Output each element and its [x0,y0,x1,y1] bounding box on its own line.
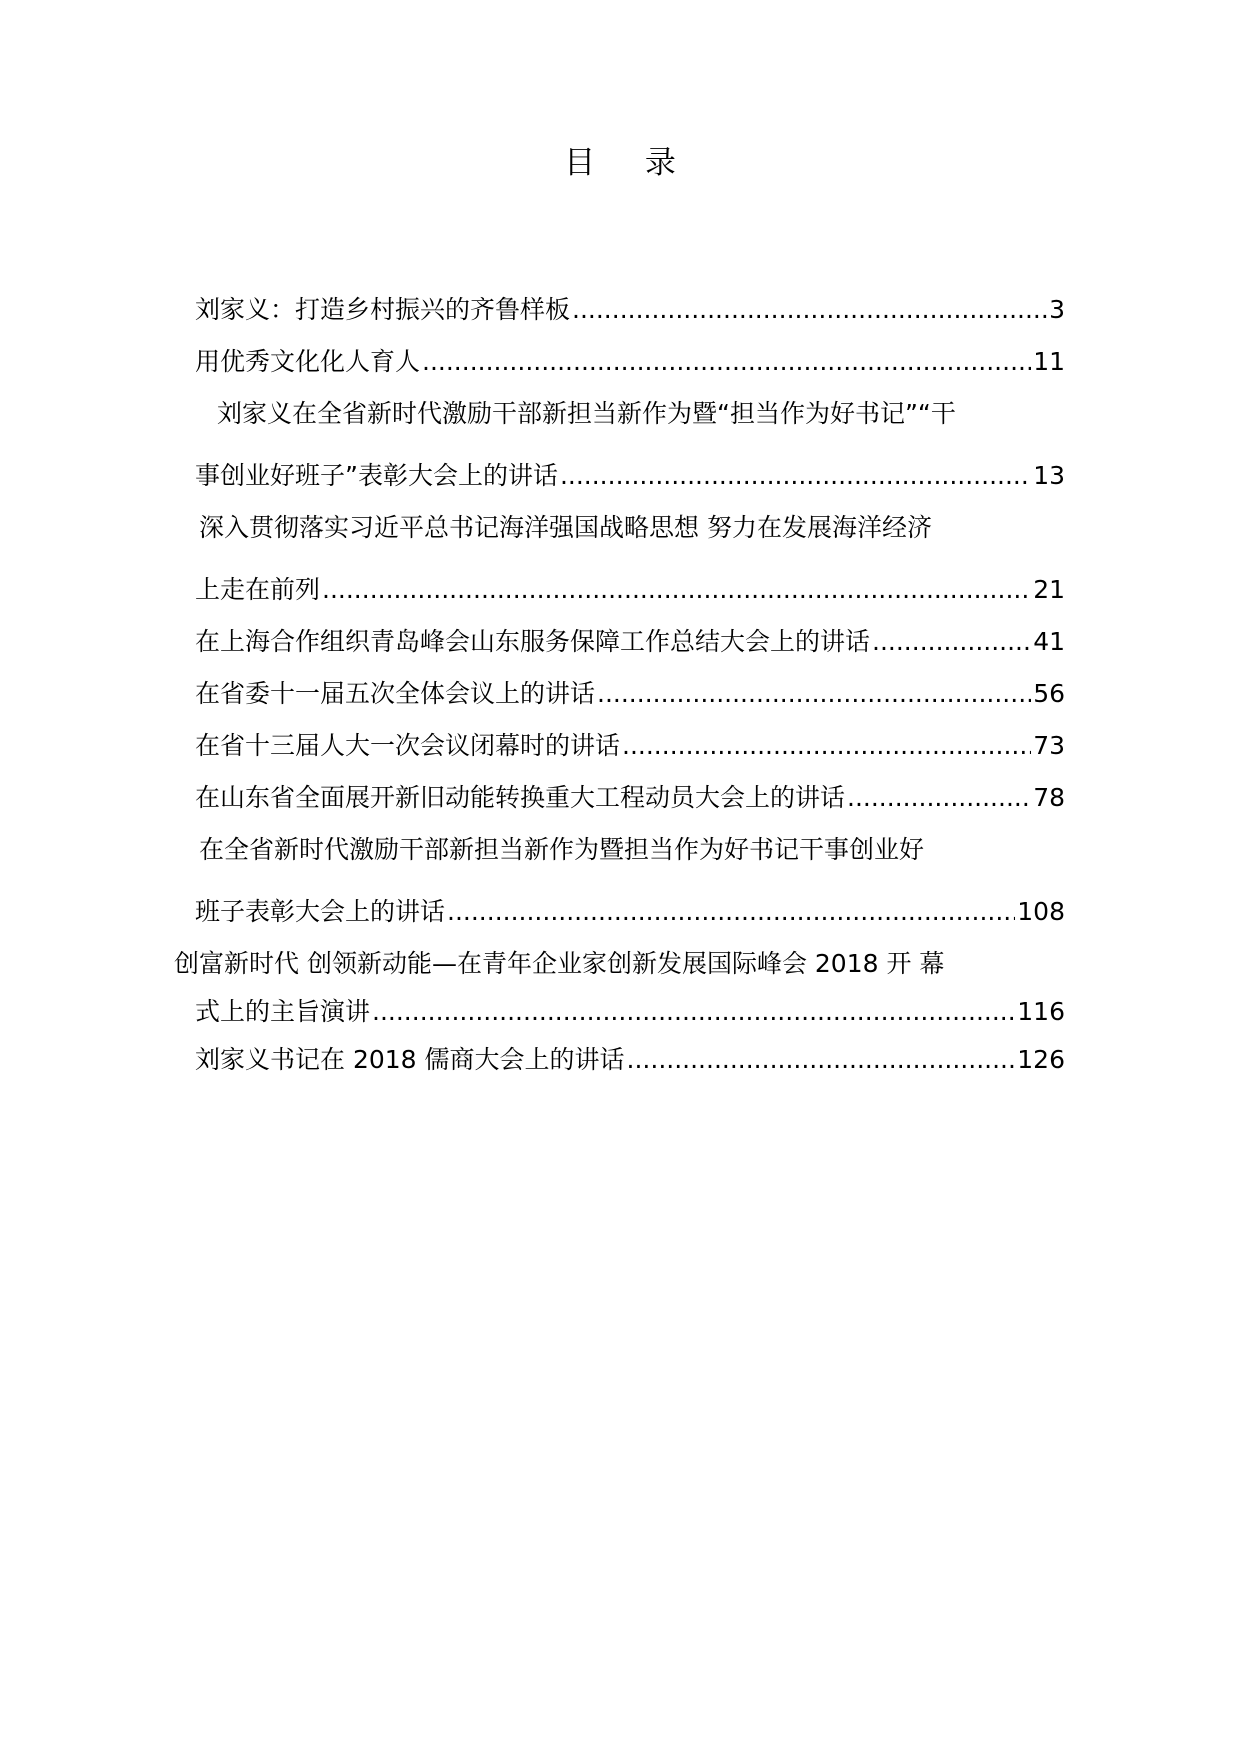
toc-entry-title: 刘家义在全省新时代激励干部新担当新作为暨“担当作为好书记”“干 [217,399,956,428]
toc-entry[interactable] [195,1036,1065,1072]
toc-entry[interactable] [195,286,1065,322]
toc-page-number: 78 [1033,783,1065,812]
toc-entry-title: 用优秀文化化人育人 [195,347,421,376]
toc-page-number: 126 [1017,1045,1065,1074]
toc-entry-first-line[interactable] [217,390,1065,426]
dot-leader [560,463,1031,488]
dot-leader [847,785,1031,810]
dot-leader [597,681,1031,706]
toc-page-number: 56 [1033,679,1065,708]
toc-page-number: 41 [1033,627,1065,656]
dot-leader [372,999,1015,1024]
toc-entry-first-line[interactable] [174,940,1086,976]
toc-entry[interactable] [195,888,1065,924]
toc-entry-title-continued: 班子表彰大会上的讲话 [195,897,446,926]
toc-entry-title: 刘家义：打造乡村振兴的齐鲁样板 [195,295,571,324]
toc-entry[interactable] [195,566,1065,602]
toc-page-number: 3 [1049,295,1065,324]
toc-entry[interactable] [195,774,1065,810]
dot-leader [627,1047,1016,1072]
toc-entry[interactable] [195,722,1065,758]
toc-entry-first-line[interactable] [199,504,1065,540]
toc-entry[interactable] [195,452,1065,488]
dot-leader [572,297,1047,322]
toc-entry-first-line[interactable] [199,826,1065,862]
toc-entry[interactable] [195,988,1065,1024]
toc-entry-title: 在全省新时代激励干部新担当新作为暨担当作为好书记干事创业好 [199,835,925,864]
toc-page-number: 11 [1033,347,1065,376]
dot-leader [622,733,1031,758]
toc-entry[interactable] [195,338,1065,374]
toc-entry-title: 在上海合作组织青岛峰会山东服务保障工作总结大会上的讲话 [195,627,871,656]
toc-entry[interactable] [195,670,1065,706]
toc-entry-title-continued: 式上的主旨演讲 [195,997,371,1026]
dot-leader [322,577,1031,602]
toc-page-number: 21 [1033,575,1065,604]
toc-entry[interactable] [195,618,1065,654]
page-title: 目 录 [564,145,696,181]
toc-page-number: 13 [1033,461,1065,490]
toc-page-number: 116 [1017,997,1065,1026]
toc-entry-title: 在山东省全面展开新旧动能转换重大工程动员大会上的讲话 [195,783,846,812]
dot-leader [447,899,1015,924]
toc-entry-title: 刘家义书记在 2018 儒商大会上的讲话 [195,1045,625,1074]
toc-entry-title: 创富新时代 创领新动能—在青年企业家创新发展国际峰会 2018 开 幕 [174,949,945,978]
toc-page-number: 73 [1033,731,1065,760]
dot-leader [872,629,1031,654]
toc-entry-title-continued: 上走在前列 [195,575,321,604]
toc-entry-title: 深入贯彻落实习近平总书记海洋强国战略思想 努力在发展海洋经济 [199,513,932,542]
dot-leader [422,349,1031,374]
toc-entry-title: 在省委十一届五次全体会议上的讲话 [195,679,596,708]
toc-entry-title: 在省十三届人大一次会议闭幕时的讲话 [195,731,621,760]
toc-page-number: 108 [1017,897,1065,926]
toc-entry-title-continued: 事创业好班子”表彰大会上的讲话 [195,461,558,490]
